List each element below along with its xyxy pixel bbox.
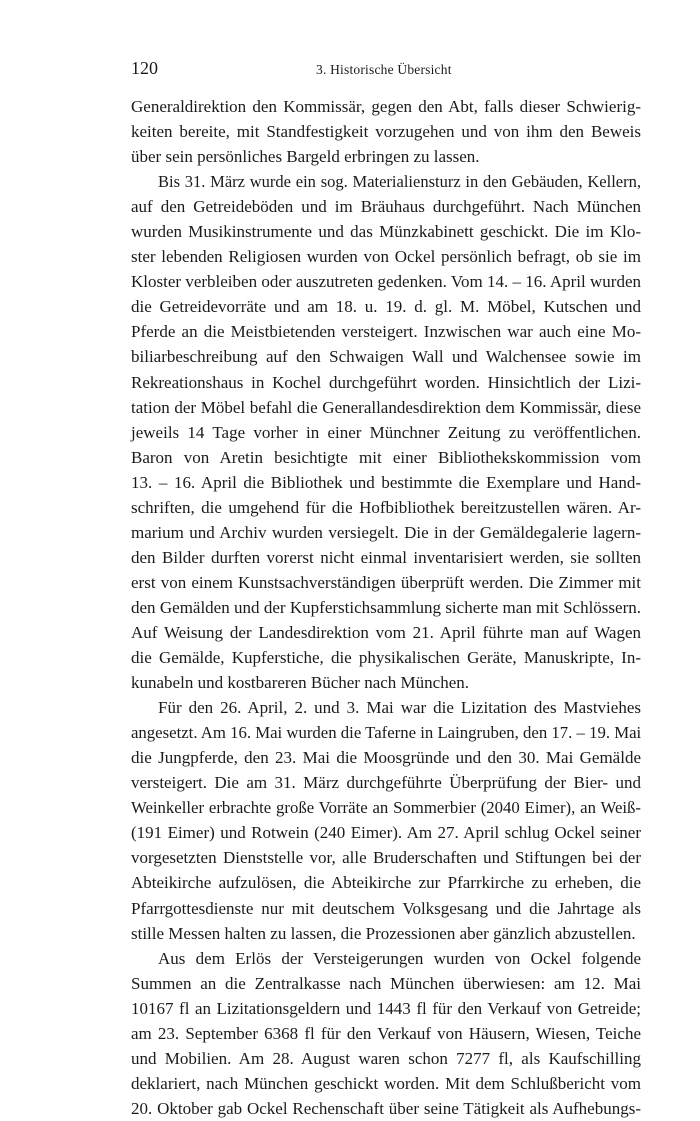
text-line: marium und Archiv wurden versiegelt. Die in der Gemäldegalerie lagern- xyxy=(131,522,641,542)
text-line: 13. – 16. April die Bibliothek und bestimmte die Exemplare und Hand- xyxy=(131,472,641,492)
text-line: 20. Oktober gab Ockel Rechenschaft über seine Tätigkeit als Aufhebungs- xyxy=(131,1098,641,1118)
text-line: Aus dem Erlös der Versteigerungen wurden von Ockel folgende xyxy=(158,948,641,968)
running-head: 3. Historische Übersicht xyxy=(316,62,452,77)
text-line: den Bilder durften vorerst nicht einmal inventarisiert werden, sie sollten xyxy=(131,547,641,567)
text-line: wurden Musikinstrumente und das Münzkabinett geschickt. Die im Klo- xyxy=(131,222,641,242)
page-number: 120 xyxy=(131,58,158,78)
text-line: kunabeln und kostbareren Bücher nach München. xyxy=(131,673,469,693)
text-line: schriften, die umgehend für die Hofbibliothek bereitzustellen wären. Ar- xyxy=(131,497,641,517)
text-line: Bis 31. März wurde ein sog. Materialiensturz in den Gebäuden, Kellern, xyxy=(158,172,641,192)
text-line: keiten bereite, mit Standfestigkeit vorzugehen und von ihm den Beweis xyxy=(131,122,641,142)
text-line: angesetzt. Am 16. Mai wurden die Taferne in Laingruben, den 17. – 19. Mai xyxy=(131,723,642,743)
text-line: biliarbeschreibung auf den Schwaigen Wall und Walchensee sowie im xyxy=(131,347,641,367)
text-line: tation der Möbel befahl die Generallandesdirektion dem Kommissär, diese xyxy=(131,397,641,417)
text-line: Generaldirektion den Kommissär, gegen den Abt, falls dieser Schwierig- xyxy=(131,97,641,116)
text-line: stille Messen halten zu lassen, die Prozessionen aber gänzlich abzustellen. xyxy=(131,923,636,943)
text-line: die Gemälde, Kupferstiche, die physikalischen Geräte, Manuskripte, In- xyxy=(131,648,641,668)
text-line: und Mobilien. Am 28. August waren schon 7277 fl, als Kaufschilling xyxy=(131,1048,641,1068)
text-line: ster lebenden Religiosen wurden von Ockel persönlich befragt, ob sie im xyxy=(131,247,641,267)
text-line: 10167 fl an Lizitationsgeldern und 1443 fl für den Verkauf von Getreide; xyxy=(131,998,641,1018)
text-line: auf den Getreideböden und im Bräuhaus durchgeführt. Nach München xyxy=(131,197,641,217)
text-line: Pfarrgottesdienste nur mit deutschem Volksgesang und die Jahrtage als xyxy=(131,898,641,918)
text-line: am 23. September 6368 fl für den Verkauf von Häusern, Wiesen, Teiche xyxy=(131,1023,641,1043)
text-line: Pferde an die Meistbietenden versteigert. Inzwischen war auch eine Mo- xyxy=(131,322,641,342)
text-line: Auf Weisung der Landesdirektion vom 21. April führte man auf Wagen xyxy=(131,622,641,642)
text-line: Für den 26. April, 2. und 3. Mai war die Lizitation des Mastviehes xyxy=(158,698,641,718)
text-line: erst von einem Kunstsachverständigen überprüft werden. Die Zimmer mit xyxy=(131,572,641,592)
text-line: versteigert. Die am 31. März durchgeführte Überprüfung der Bier- und xyxy=(131,773,641,793)
text-line: den Gemälden und der Kupferstichsammlung sicherte man mit Schlössern. xyxy=(131,597,641,617)
body-text xyxy=(131,94,641,1121)
text-line: Summen an die Zentralkasse nach München überwiesen: am 12. Mai xyxy=(131,973,641,993)
text-line: Abteikirche aufzulösen, die Abteikirche zur Pfarrkirche zu erheben, die xyxy=(131,873,641,893)
text-line: vorgesetzten Dienststelle vor, alle Bruderschaften und Stiftungen bei der xyxy=(131,848,641,868)
text-line: über sein persönliches Bargeld erbringen zu lassen. xyxy=(131,147,480,167)
text-line: deklariert, nach München geschickt worden. Mit dem Schlußbericht vom xyxy=(131,1073,641,1093)
text-line: (191 Eimer) und Rotwein (240 Eimer). Am 27. April schlug Ockel seiner xyxy=(131,823,641,843)
text-line: Rekreationshaus in Kochel durchgeführt worden. Hinsichtlich der Lizi- xyxy=(131,372,641,392)
text-line: die Getreidevorräte und am 18. u. 19. d. gl. M. Möbel, Kutschen und xyxy=(131,297,641,317)
text-line: jeweils 14 Tage vorher in einer Münchner Zeitung zu veröffentlichen. xyxy=(131,422,641,442)
text-line: Baron von Aretin besichtigte mit einer Bibliothekskommission vom xyxy=(131,447,641,467)
text-line: die Jungpferde, den 23. Mai die Moosgründe und den 30. Mai Gemälde xyxy=(131,748,641,768)
text-line: Weinkeller erbrachte große Vorräte an Sommerbier (2040 Eimer), an Weiß- xyxy=(131,798,641,818)
text-line: Kloster verbleiben oder auszutreten gedenken. Vom 14. – 16. April wurden xyxy=(131,272,641,292)
